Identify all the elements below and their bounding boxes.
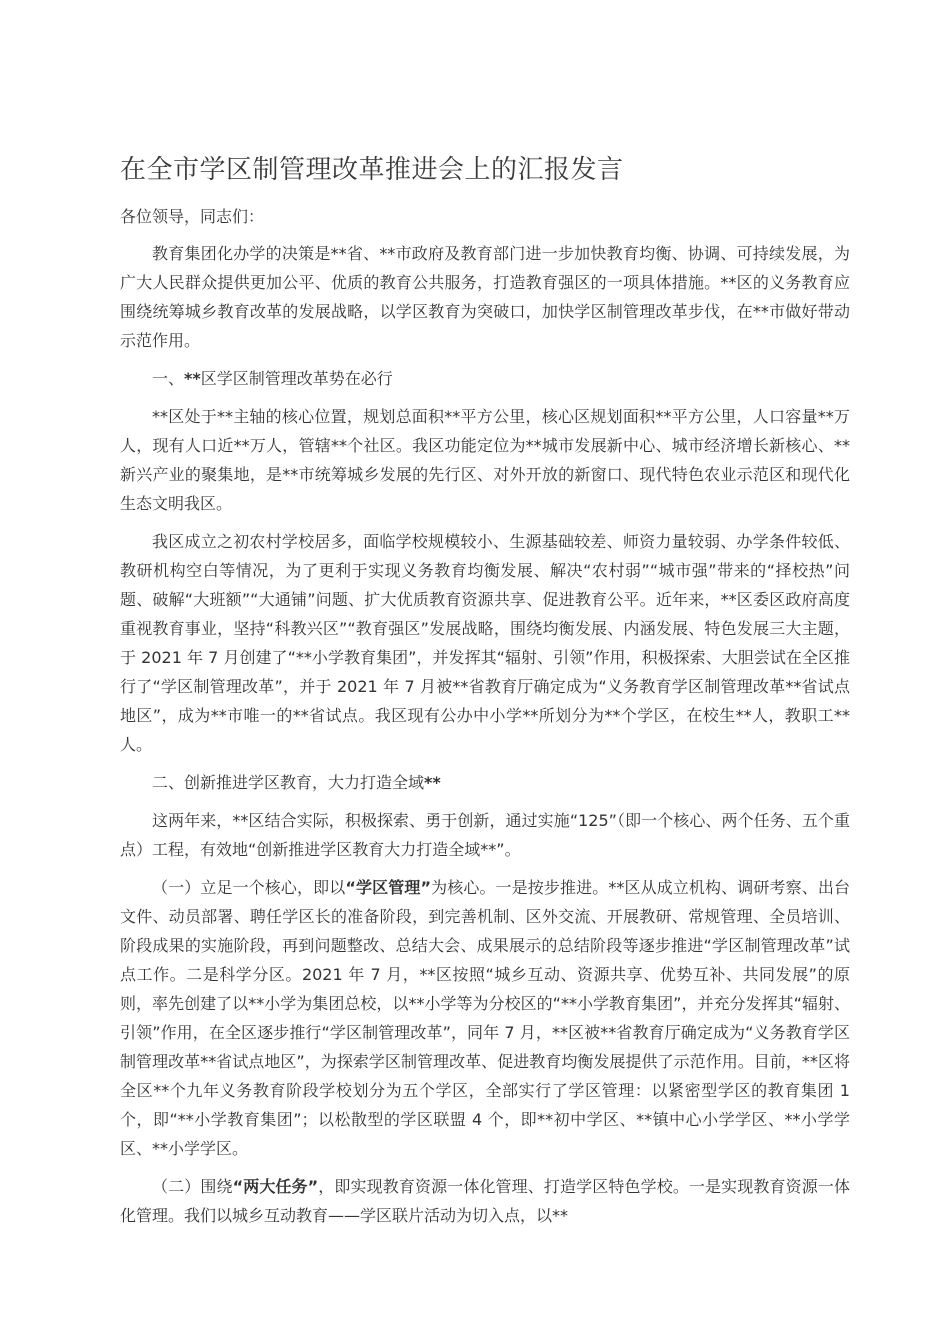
core-bold: “学区管理” bbox=[345, 878, 431, 897]
heading-1-text: 区学区制管理改革势在必行 bbox=[200, 369, 393, 388]
heading-1-prefix: 一、 bbox=[152, 369, 185, 388]
greeting: 各位领导，同志们： bbox=[120, 207, 265, 226]
section-heading-2 bbox=[120, 768, 850, 797]
tasks-lead: （二）围绕 bbox=[152, 1177, 233, 1196]
heading-1-bold: ** bbox=[184, 369, 201, 388]
section-heading-1 bbox=[120, 364, 850, 393]
document-title: 在全市学区制管理改革推进会上的汇报发言 bbox=[120, 155, 624, 185]
heading-2-text: 二、创新推进学区教育，大力打造全域 bbox=[152, 773, 425, 792]
heading-2-bold: ** bbox=[424, 773, 441, 792]
paragraph-core bbox=[120, 873, 850, 1163]
paragraph-125-project: 这两年来，**区结合实际，积极探索、勇于创新，通过实施“125”（即一个核心、两个任务、五个重点）工程，有效地“创新推进学区教育大力打造全域**”。 bbox=[120, 811, 850, 859]
core-lead: （一）立足一个核心，即以 bbox=[152, 878, 346, 897]
paragraph-two-tasks bbox=[120, 1172, 850, 1230]
tasks-body: ，即实现教育资源一体化管理、打造学区特色学校。一是实现教育资源一体化管理。我们以城乡互动教育——学区联片活动为切入点，以** bbox=[120, 1177, 850, 1225]
tasks-bold: “两大任务” bbox=[232, 1177, 319, 1196]
core-body: 为核心。一是按步推进。**区从成立机构、调研考察、出台文件、动员部署、聘任学区长的准备阶段，到完善机制、区外交流、开展教研、常规管理、全员培训、阶段成果的实施阶段，再到问题整改、总结大会、成果展示的总结阶段等逐步推进“学区制管理改革”试点工作。二是科学分区。2021 年 7 月，**区按照“城乡互动、资源共享、优势互补、共同发展”的原则，率先创建了以**小学为集团总校，以**小学等为分校区的“**小学教育集团”，并充分发挥其“辐射、引领”作用，在全区逐步推行“学区制管理改革”，同年 7 月，**区被**省教育厅确定成为“义务教育学区制管理改革**省试点地区”，为探索学区制管理改革、促进教育均衡发展提供了示范作用。目前，**区将全区**个九年义务教育阶段学校划分为五个学区，全部实行了学区管理：以紧密型学区的教育集团 1 个，即“**小学教育集团”；以松散型的学区联盟 4 个，即**初中学区、**镇中心小学学区、**小学学区、**小学学区。 bbox=[120, 878, 850, 1158]
paragraph-background: 我区成立之初农村学校居多，面临学校规模较小、生源基础较差、师资力量较弱、办学条件较低、教研机构空白等情况，为了更利于实现义务教育均衡发展、解决“农村弱”“城市强”带来的“择校热”问题、破解“大班额”“大通铺”问题、扩大优质教育资源共享、促进教育公平。近年来，**区委区政府高度重视教育事业，坚持“科教兴区”“教育强区”发展战略，围绕均衡发展、内涵发展、特色发展三大主题，于 2021 年 7 月创建了“**小学教育集团”，并发挥其“辐射、引领”作用，积极探索、大胆尝试在全区推行了“学区制管理改革”，并于 2021 年 7 月被**省教育厅确定成为“义务教育学区制管理改革**省试点地区”，成为**市唯一的**省试点。我区现有公办中小学**所划分为**个学区，在校生**人，教职工**人。 bbox=[120, 532, 850, 754]
document-page bbox=[120, 150, 850, 1239]
paragraph-intro: 教育集团化办学的决策是**省、**市政府及教育部门进一步加快教育均衡、协调、可持续发展，为广大人民群众提供更加公平、优质的教育公共服务，打造教育强区的一项具体措施。**区的义务教育应围绕统筹城乡教育改革的发展战略，以学区教育为突破口，加快学区制管理改革步伐，在**市做好带动示范作用。 bbox=[120, 244, 850, 350]
paragraph-location: **区处于**主轴的核心位置，规划总面积**平方公里，核心区规划面积**平方公里，人口容量**万人，现有人口近**万人，管辖**个社区。我区功能定位为**城市发展新中心、城市经济增长新核心、**新兴产业的聚集地，是**市统筹城乡发展的先行区、对外开放的新窗口、现代特色农业示范区和现代化生态文明我区。 bbox=[120, 407, 850, 513]
